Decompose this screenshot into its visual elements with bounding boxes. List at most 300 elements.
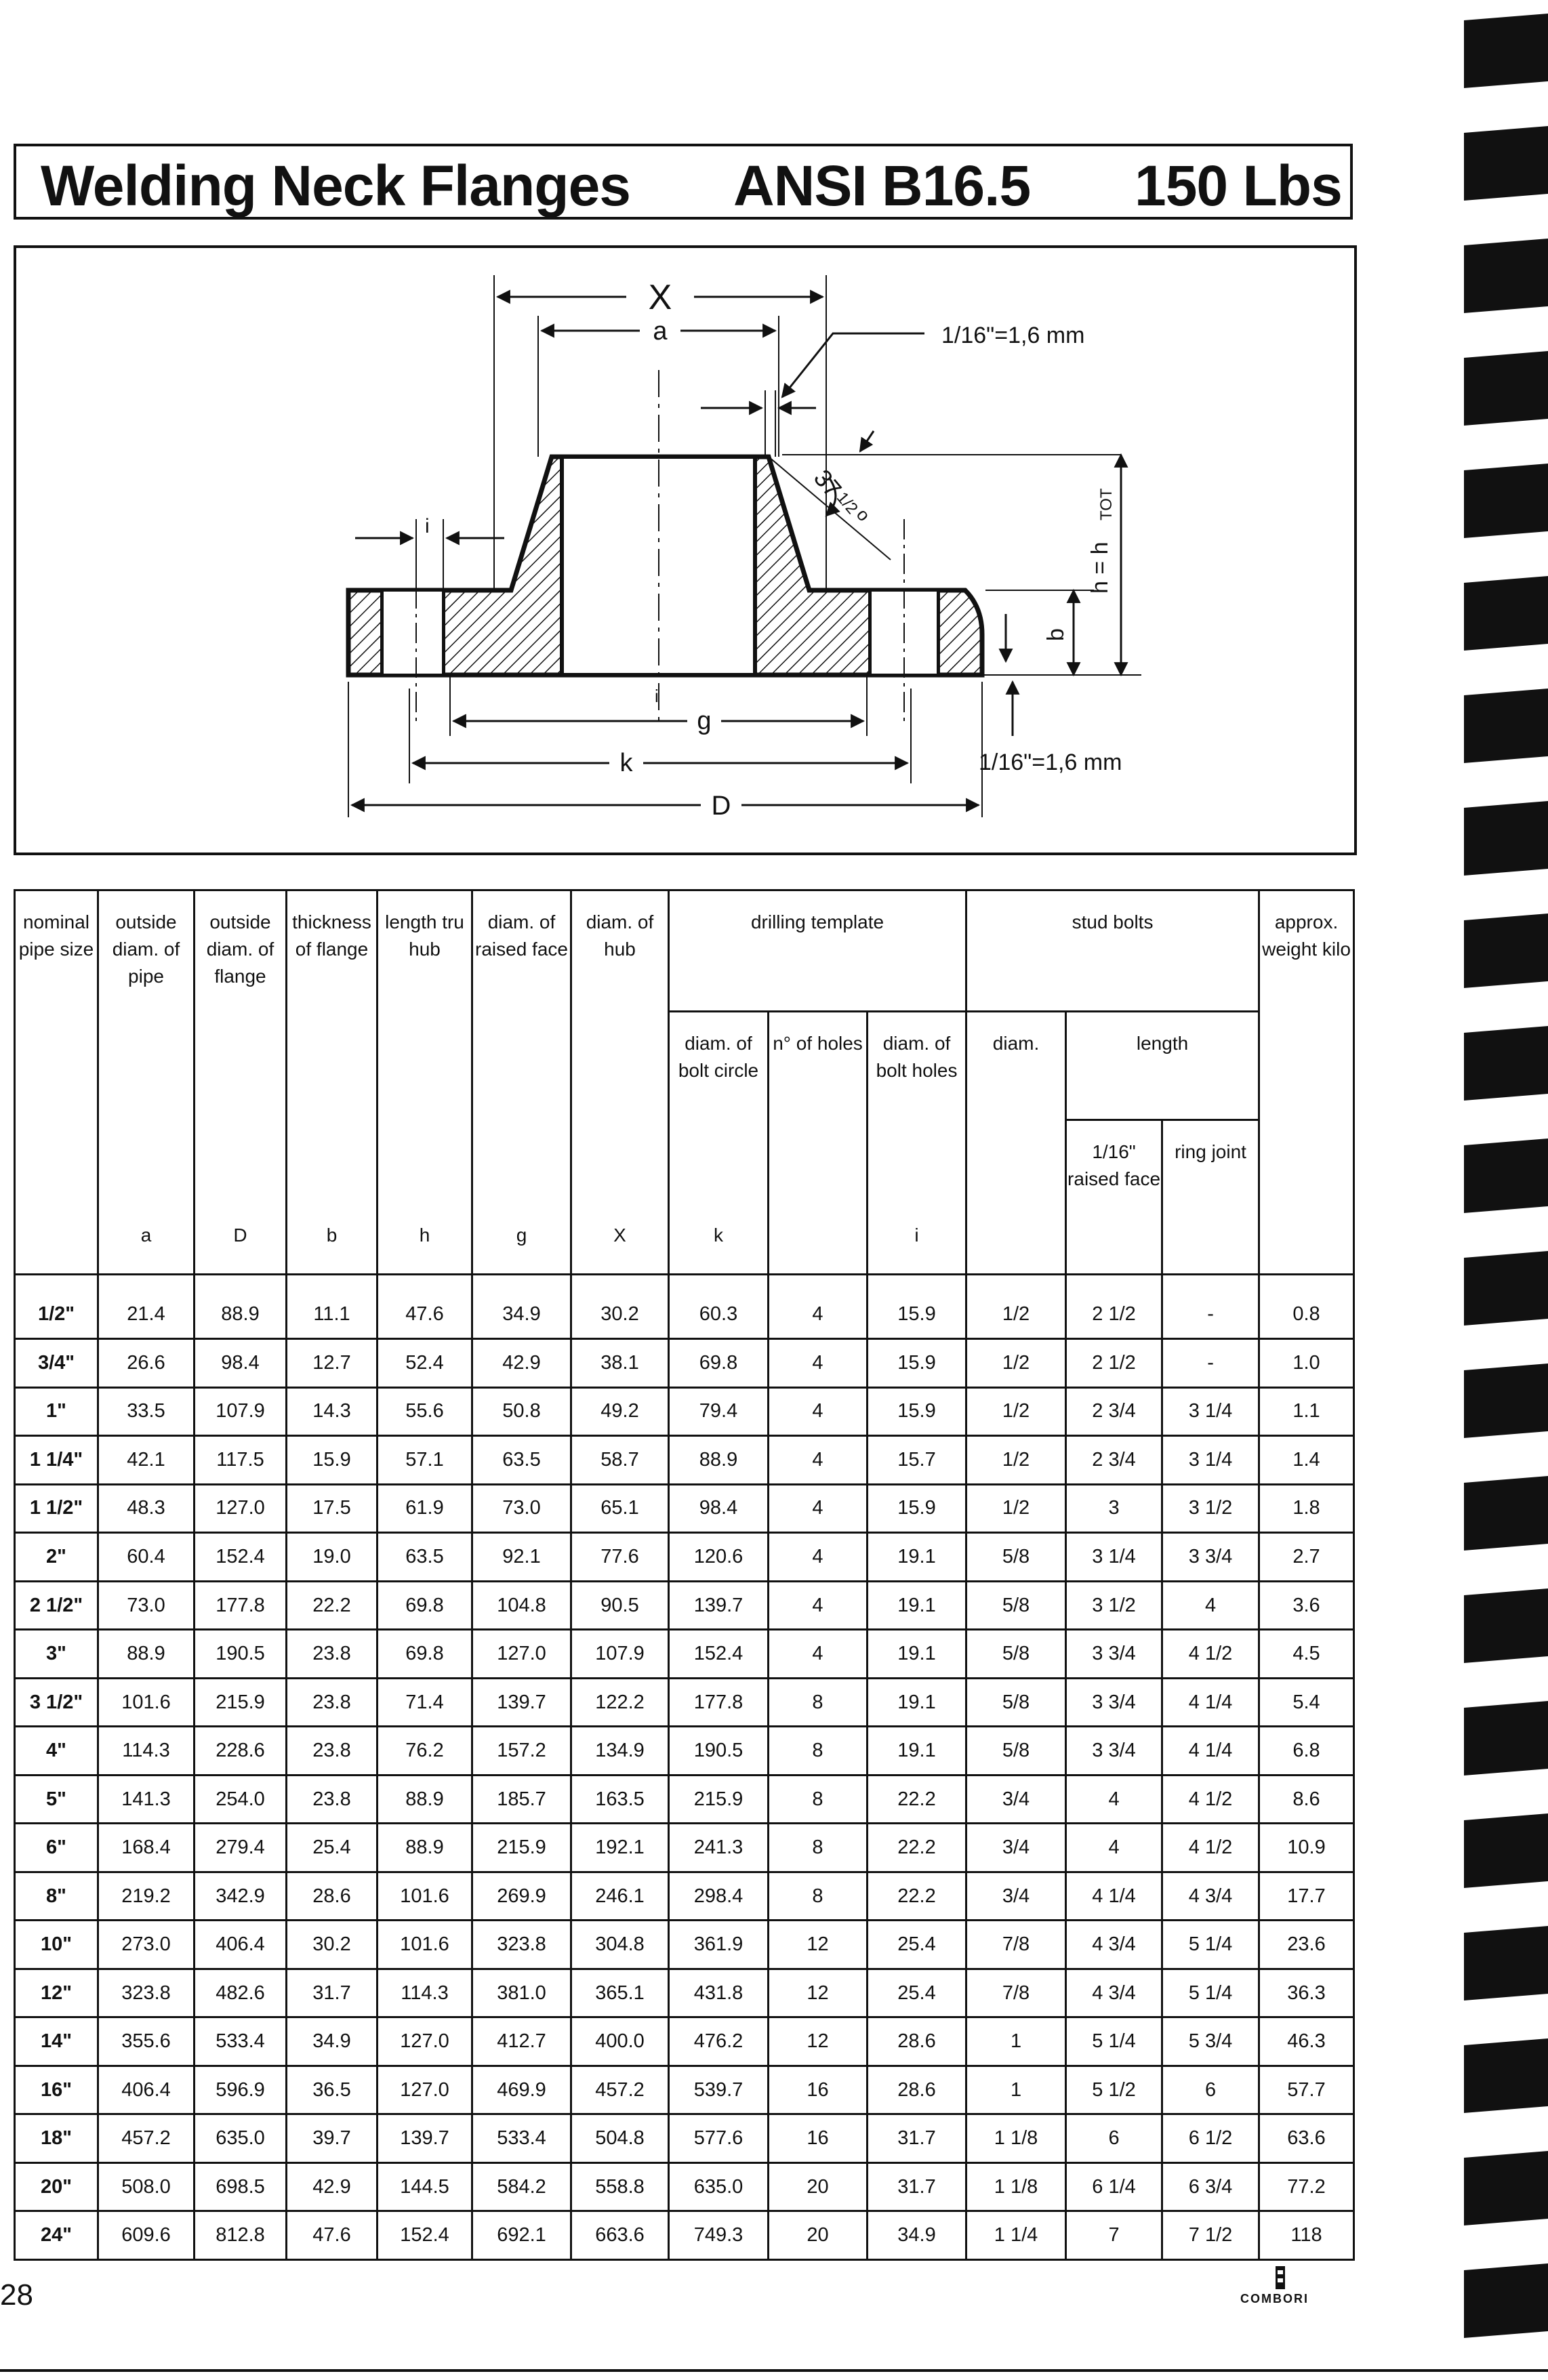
table-cell: 22.2: [868, 1872, 966, 1921]
table-cell: 6: [1066, 2114, 1162, 2163]
header-letter-blank: [15, 1222, 98, 1275]
table-cell: 19.1: [868, 1581, 966, 1630]
header-outside-flange: outside diam. of flange: [195, 890, 287, 1222]
table-cell: 79.4: [669, 1387, 769, 1436]
table-cell: 88.9: [98, 1630, 195, 1679]
table-cell: 4 3/4: [1066, 1969, 1162, 2017]
header-holes: n° of holes: [769, 1012, 868, 1222]
binding-tab: [1464, 1588, 1548, 1663]
cell-pipe-size: 1": [15, 1387, 98, 1436]
table-row: [15, 1533, 1354, 1582]
table-cell: 120.6: [669, 1533, 769, 1582]
table-row: [15, 1581, 1354, 1630]
table-cell: 5.4: [1259, 1678, 1354, 1727]
header-length: length tru hub: [378, 890, 472, 1222]
table-cell: 127.0: [195, 1484, 287, 1533]
cell-pipe-size: 2": [15, 1533, 98, 1582]
binding-tab: [1464, 351, 1548, 426]
dim-label-X: X: [648, 278, 672, 317]
table-row: [15, 1630, 1354, 1679]
binding-tab: [1464, 2151, 1548, 2225]
table-cell: 406.4: [98, 2066, 195, 2114]
table-cell: 192.1: [571, 1824, 669, 1872]
table-cell: 157.2: [472, 1727, 571, 1776]
table-cell: 12: [769, 2017, 868, 2066]
table-cell: 15.9: [868, 1274, 966, 1339]
binding-tab: [1464, 1701, 1548, 1776]
cell-pipe-size: 1/2": [15, 1274, 98, 1339]
table-cell: 4.5: [1259, 1630, 1354, 1679]
table-cell: 46.3: [1259, 2017, 1354, 2066]
table-cell: 22.2: [287, 1581, 378, 1630]
table-cell: 139.7: [378, 2114, 472, 2163]
table-cell: 30.2: [571, 1274, 669, 1339]
angle-degree: o: [852, 504, 875, 525]
table-cell: 88.9: [378, 1824, 472, 1872]
table-cell: 10.9: [1259, 1824, 1354, 1872]
table-cell: 7: [1066, 2211, 1162, 2260]
table-cell: 4: [769, 1339, 868, 1388]
table-cell: 8: [769, 1824, 868, 1872]
table-cell: 1.1: [1259, 1387, 1354, 1436]
angle-label: 37: [808, 464, 848, 503]
table-cell: 3 1/4: [1066, 1533, 1162, 1582]
rating-label: 150 Lbs: [1135, 154, 1342, 218]
header-bolt-circle: diam. of bolt circle: [669, 1012, 769, 1222]
table-cell: 5 3/4: [1162, 2017, 1259, 2066]
table-cell: 31.7: [868, 2162, 966, 2211]
table-cell: 4: [1162, 1581, 1259, 1630]
table-cell: 73.0: [98, 1581, 195, 1630]
table-cell: 141.3: [98, 1775, 195, 1824]
table-cell: 3 1/4: [1162, 1436, 1259, 1485]
table-cell: 92.1: [472, 1533, 571, 1582]
table-cell: 47.6: [287, 2211, 378, 2260]
table-row: [15, 1387, 1354, 1436]
table-cell: 63.5: [472, 1436, 571, 1485]
table-cell: 16: [769, 2114, 868, 2163]
table-cell: 23.8: [287, 1630, 378, 1679]
table-cell: 88.9: [669, 1436, 769, 1485]
table-cell: 12.7: [287, 1339, 378, 1388]
cell-pipe-size: 8": [15, 1872, 98, 1921]
table-cell: 4 1/4: [1162, 1727, 1259, 1776]
table-cell: 457.2: [571, 2066, 669, 2114]
table-row: [15, 1274, 1354, 1339]
table-cell: 3 3/4: [1162, 1533, 1259, 1582]
table-row: [15, 1921, 1354, 1969]
table-cell: 4 1/2: [1162, 1630, 1259, 1679]
table-cell: 381.0: [472, 1969, 571, 2017]
header-stud-bolts: stud bolts: [966, 890, 1259, 1012]
table-cell: 63.5: [378, 1533, 472, 1582]
title-box: [14, 144, 1353, 220]
table-cell: 22.2: [868, 1824, 966, 1872]
table-cell: 4: [769, 1533, 868, 1582]
table-cell: 4 1/4: [1162, 1678, 1259, 1727]
header-letter-i: i: [868, 1222, 966, 1275]
binding-tab: [1464, 689, 1548, 763]
table-cell: 4 1/4: [1066, 1872, 1162, 1921]
cell-pipe-size: 1 1/2": [15, 1484, 98, 1533]
table-cell: 365.1: [571, 1969, 669, 2017]
table-cell: 5/8: [966, 1727, 1066, 1776]
table-cell: 577.6: [669, 2114, 769, 2163]
cell-pipe-size: 3": [15, 1630, 98, 1679]
table-cell: 36.3: [1259, 1969, 1354, 2017]
table-cell: 57.7: [1259, 2066, 1354, 2114]
binding-tab: [1464, 1026, 1548, 1101]
table-cell: 609.6: [98, 2211, 195, 2260]
binding-tab: [1464, 1926, 1548, 2001]
table-cell: 1.8: [1259, 1484, 1354, 1533]
table-cell: 104.8: [472, 1581, 571, 1630]
table-row: [15, 2114, 1354, 2163]
table-cell: 1/2: [966, 1484, 1066, 1533]
table-cell: 15.9: [287, 1436, 378, 1485]
table-cell: 3.6: [1259, 1581, 1354, 1630]
table-cell: 28.6: [287, 1872, 378, 1921]
dim-label-i-top: i: [425, 515, 430, 537]
table-cell: 0.8: [1259, 1274, 1354, 1339]
header-raised-face: diam. of raised face: [472, 890, 571, 1222]
table-cell: 7/8: [966, 1969, 1066, 2017]
table-cell: 117.5: [195, 1436, 287, 1485]
table-cell: 69.8: [378, 1630, 472, 1679]
table-cell: 469.9: [472, 2066, 571, 2114]
table-cell: 25.4: [868, 1969, 966, 2017]
table-cell: 406.4: [195, 1921, 287, 1969]
table-cell: 5 1/4: [1066, 2017, 1162, 2066]
table-cell: 14.3: [287, 1387, 378, 1436]
table-cell: 4: [769, 1274, 868, 1339]
table-cell: 412.7: [472, 2017, 571, 2066]
cell-pipe-size: 1 1/4": [15, 1436, 98, 1485]
table-cell: 539.7: [669, 2066, 769, 2114]
table-cell: 273.0: [98, 1921, 195, 1969]
table-cell: 19.1: [868, 1533, 966, 1582]
header-letter-k: k: [669, 1222, 769, 1275]
table-cell: 23.8: [287, 1678, 378, 1727]
table-cell: 12: [769, 1921, 868, 1969]
binding-tab: [1464, 239, 1548, 313]
table-row: [15, 1678, 1354, 1727]
table-cell: 5 1/4: [1162, 1921, 1259, 1969]
table-cell: 533.4: [472, 2114, 571, 2163]
table-cell: 31.7: [287, 1969, 378, 2017]
table-cell: 118: [1259, 2211, 1354, 2260]
table-cell: 5/8: [966, 1533, 1066, 1582]
header-letter-holes-blank: [769, 1222, 868, 1275]
table-cell: 400.0: [571, 2017, 669, 2066]
table-cell: 5/8: [966, 1678, 1066, 1727]
table-cell: -: [1162, 1339, 1259, 1388]
cell-pipe-size: 6": [15, 1824, 98, 1872]
table-cell: 323.8: [472, 1921, 571, 1969]
table-cell: 139.7: [669, 1581, 769, 1630]
table-cell: 22.2: [868, 1775, 966, 1824]
cell-pipe-size: 18": [15, 2114, 98, 2163]
cell-pipe-size: 3 1/2": [15, 1678, 98, 1727]
cell-pipe-size: 24": [15, 2211, 98, 2260]
table-cell: 88.9: [195, 1274, 287, 1339]
table-row: [15, 1484, 1354, 1533]
table-cell: 558.8: [571, 2162, 669, 2211]
table-cell: 8: [769, 1727, 868, 1776]
table-cell: 7/8: [966, 1921, 1066, 1969]
header-nominal: nominal pipe size: [15, 890, 98, 1222]
table-cell: 6 1/2: [1162, 2114, 1259, 2163]
table-cell: 1 1/4: [966, 2211, 1066, 2260]
table-cell: 190.5: [669, 1727, 769, 1776]
table-cell: 269.9: [472, 1872, 571, 1921]
table-cell: 298.4: [669, 1872, 769, 1921]
table-cell: 8.6: [1259, 1775, 1354, 1824]
table-cell: 3/4: [966, 1824, 1066, 1872]
table-cell: 34.9: [868, 2211, 966, 2260]
table-cell: 4 1/2: [1162, 1824, 1259, 1872]
cell-pipe-size: 16": [15, 2066, 98, 2114]
header-raised: 1/16" raised face: [1066, 1120, 1162, 1275]
table-cell: 49.2: [571, 1387, 669, 1436]
table-cell: 1/2: [966, 1387, 1066, 1436]
table-cell: 1: [966, 2066, 1066, 2114]
cell-pipe-size: 10": [15, 1921, 98, 1969]
table-body: [15, 1274, 1354, 2260]
table-cell: 69.8: [669, 1339, 769, 1388]
header-drilling: drilling template: [669, 890, 966, 1012]
table-cell: 1/2: [966, 1436, 1066, 1485]
table-cell: 25.4: [287, 1824, 378, 1872]
table-cell: 2 3/4: [1066, 1436, 1162, 1485]
header-stud-diam: diam.: [966, 1012, 1066, 1275]
table-cell: 31.7: [868, 2114, 966, 2163]
header-weight: approx. weight kilo: [1259, 890, 1354, 1275]
table-cell: 1.4: [1259, 1436, 1354, 1485]
table-cell: 4: [769, 1436, 868, 1485]
table-cell: 12: [769, 1969, 868, 2017]
binding-tab: [1464, 1363, 1548, 1438]
table-cell: 28.6: [868, 2017, 966, 2066]
table-cell: 33.5: [98, 1387, 195, 1436]
table-cell: 476.2: [669, 2017, 769, 2066]
table-cell: 185.7: [472, 1775, 571, 1824]
table-cell: 177.8: [669, 1678, 769, 1727]
table-cell: 152.4: [669, 1630, 769, 1679]
table-cell: 2 3/4: [1066, 1387, 1162, 1436]
table-cell: 23.8: [287, 1775, 378, 1824]
binding-tab: [1464, 914, 1548, 988]
table-row: [15, 2162, 1354, 2211]
table-row: [15, 1872, 1354, 1921]
table-cell: 17.5: [287, 1484, 378, 1533]
cell-pipe-size: 5": [15, 1775, 98, 1824]
table-row: [15, 1775, 1354, 1824]
table-row: [15, 1969, 1354, 2017]
table-cell: 8: [769, 1872, 868, 1921]
table-cell: 77.6: [571, 1533, 669, 1582]
binding-tab: [1464, 1138, 1548, 1213]
binding-tab: [1464, 2038, 1548, 2113]
table-cell: 61.9: [378, 1484, 472, 1533]
header-thickness: thickness of flange: [287, 890, 378, 1222]
table-cell: 1.0: [1259, 1339, 1354, 1388]
table-cell: 65.1: [571, 1484, 669, 1533]
table-cell: 4: [769, 1630, 868, 1679]
header-letter-b: b: [287, 1222, 378, 1275]
table-cell: 254.0: [195, 1775, 287, 1824]
header-letter-h: h: [378, 1222, 472, 1275]
table-cell: 23.6: [1259, 1921, 1354, 1969]
table-cell: 52.4: [378, 1339, 472, 1388]
binding-tab: [1464, 464, 1548, 538]
note-top: 1/16"=1,6 mm: [941, 323, 1085, 348]
dim-label-htot: TOT: [1097, 488, 1116, 520]
table-cell: 8: [769, 1678, 868, 1727]
table-cell: 584.2: [472, 2162, 571, 2211]
table-cell: 323.8: [98, 1969, 195, 2017]
table-row: [15, 1824, 1354, 1872]
table-cell: 114.3: [98, 1727, 195, 1776]
table-cell: 190.5: [195, 1630, 287, 1679]
binding-tab: [1464, 2263, 1548, 2338]
table-cell: 3 1/2: [1066, 1581, 1162, 1630]
table-cell: 90.5: [571, 1581, 669, 1630]
table-cell: 163.5: [571, 1775, 669, 1824]
dim-label-i-center: i: [655, 686, 659, 706]
table-cell: 215.9: [669, 1775, 769, 1824]
table-cell: 73.0: [472, 1484, 571, 1533]
header-letter-X: X: [571, 1222, 669, 1275]
table-cell: 114.3: [378, 1969, 472, 2017]
table-cell: 246.1: [571, 1872, 669, 1921]
table-cell: 4: [769, 1387, 868, 1436]
dimensions-table: [14, 889, 1355, 2261]
flange-diagram: [14, 245, 1357, 855]
table-cell: 2.7: [1259, 1533, 1354, 1582]
table-cell: 504.8: [571, 2114, 669, 2163]
table-cell: 2 1/2: [1066, 1274, 1162, 1339]
table-cell: 38.1: [571, 1339, 669, 1388]
table-cell: 2 1/2: [1066, 1339, 1162, 1388]
table-cell: 3 3/4: [1066, 1630, 1162, 1679]
table-cell: 20: [769, 2162, 868, 2211]
table-cell: 5 1/4: [1162, 1969, 1259, 2017]
table-cell: 101.6: [98, 1678, 195, 1727]
dim-label-b: b: [1043, 628, 1069, 641]
table-cell: 42.9: [287, 2162, 378, 2211]
table-cell: 47.6: [378, 1274, 472, 1339]
table-cell: 107.9: [195, 1387, 287, 1436]
table-cell: 241.3: [669, 1824, 769, 1872]
table-cell: 4 3/4: [1162, 1872, 1259, 1921]
table-cell: 127.0: [472, 1630, 571, 1679]
binding-tab: [1464, 126, 1548, 201]
binding-tab: [1464, 14, 1548, 88]
table-cell: 19.1: [868, 1727, 966, 1776]
table-cell: 152.4: [195, 1533, 287, 1582]
bolt-hole-left: [382, 590, 443, 675]
table-cell: 122.2: [571, 1678, 669, 1727]
table-cell: 76.2: [378, 1727, 472, 1776]
table-row: [15, 2211, 1354, 2260]
table-cell: 42.1: [98, 1436, 195, 1485]
table-cell: 42.9: [472, 1339, 571, 1388]
table-cell: 39.7: [287, 2114, 378, 2163]
table-cell: 6 3/4: [1162, 2162, 1259, 2211]
table-cell: 63.6: [1259, 2114, 1354, 2163]
table-cell: 36.5: [287, 2066, 378, 2114]
dim-label-a: a: [653, 317, 668, 346]
table-cell: 127.0: [378, 2066, 472, 2114]
table-cell: 5 1/2: [1066, 2066, 1162, 2114]
table-cell: 3 1/4: [1162, 1387, 1259, 1436]
table-cell: 635.0: [195, 2114, 287, 2163]
note-bottom: 1/16"=1,6 mm: [979, 750, 1122, 775]
table-cell: 482.6: [195, 1969, 287, 2017]
table-row: [15, 1727, 1354, 1776]
cell-pipe-size: 14": [15, 2017, 98, 2066]
table-cell: 304.8: [571, 1921, 669, 1969]
table-cell: 60.3: [669, 1274, 769, 1339]
table-cell: 1 1/8: [966, 2162, 1066, 2211]
table-cell: 15.9: [868, 1339, 966, 1388]
table-cell: 663.6: [571, 2211, 669, 2260]
table-cell: 8: [769, 1775, 868, 1824]
table-cell: 15.9: [868, 1484, 966, 1533]
binding-edge-tabs: [1450, 0, 1548, 2380]
table-cell: 60.4: [98, 1533, 195, 1582]
dim-label-k: k: [619, 749, 633, 777]
header-hub: diam. of hub: [571, 890, 669, 1222]
table-cell: 71.4: [378, 1678, 472, 1727]
table-cell: 58.7: [571, 1436, 669, 1485]
binding-tab: [1464, 1251, 1548, 1326]
table-cell: 6: [1162, 2066, 1259, 2114]
table-cell: 7 1/2: [1162, 2211, 1259, 2260]
table-cell: 596.9: [195, 2066, 287, 2114]
table-cell: 4: [1066, 1824, 1162, 1872]
table-cell: 5/8: [966, 1630, 1066, 1679]
header-outside-pipe: outside diam. of pipe: [98, 890, 195, 1222]
table-cell: 1: [966, 2017, 1066, 2066]
table-cell: 25.4: [868, 1921, 966, 1969]
table-cell: 6 1/4: [1066, 2162, 1162, 2211]
table-cell: 3: [1066, 1484, 1162, 1533]
binding-tab: [1464, 1476, 1548, 1551]
table-cell: 168.4: [98, 1824, 195, 1872]
page-title: Welding Neck Flanges: [41, 154, 630, 218]
table-cell: 1/2: [966, 1274, 1066, 1339]
table-cell: 17.7: [1259, 1872, 1354, 1921]
table-cell: 19.0: [287, 1533, 378, 1582]
table-cell: 4: [769, 1581, 868, 1630]
table-cell: 5/8: [966, 1581, 1066, 1630]
bottom-edge-line: [0, 2369, 1548, 2372]
table-cell: 4: [769, 1484, 868, 1533]
table-row: [15, 1339, 1354, 1388]
dim-label-g: g: [697, 707, 712, 735]
table-cell: 692.1: [472, 2211, 571, 2260]
table-cell: 508.0: [98, 2162, 195, 2211]
table-cell: 28.6: [868, 2066, 966, 2114]
table-cell: 3 3/4: [1066, 1678, 1162, 1727]
table-cell: 4 1/2: [1162, 1775, 1259, 1824]
table-cell: 749.3: [669, 2211, 769, 2260]
table-cell: 88.9: [378, 1775, 472, 1824]
table-cell: 57.1: [378, 1436, 472, 1485]
table-cell: 98.4: [195, 1339, 287, 1388]
